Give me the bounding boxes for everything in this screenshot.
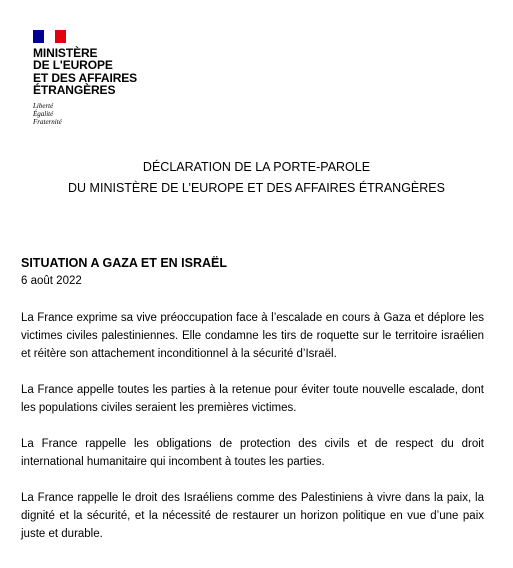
statement-paragraph: La France exprime sa vive préoccupation face à l’escalade en cours à Gaza et déplore les victimes civiles palestiniennes. Elle condamne les tirs de roquette sur le territoire israélien et réitère son attachement inconditionnel à la sécurité d’Israël. bbox=[21, 312, 484, 360]
motto-line: Égalité bbox=[33, 109, 54, 118]
ministry-logo bbox=[33, 30, 137, 126]
republic-motto bbox=[33, 102, 137, 126]
declaration-heading-line: DÉCLARATION DE LA PORTE-PAROLE bbox=[142, 160, 371, 174]
flag-blue-stripe bbox=[33, 30, 44, 43]
french-flag-icon bbox=[33, 30, 66, 43]
ministry-name-line: MINISTÈRE bbox=[33, 46, 98, 60]
statement-paragraph: La France rappelle le droit des Israéliens comme des Palestiniens à vivre dans la paix, la dignité et la sécurité, et la nécessité de restaurer un horizon politique en vue d’une paix juste et durable. bbox=[21, 492, 484, 540]
flag-white-stripe bbox=[44, 30, 55, 43]
ministry-name bbox=[33, 47, 137, 97]
ministry-name-line: DE L'EUROPE bbox=[33, 58, 113, 73]
motto-line: Fraternité bbox=[33, 117, 62, 126]
ministry-name-line: ET DES AFFAIRES bbox=[33, 70, 138, 85]
statement-title: SITUATION A GAZA ET EN ISRAËL bbox=[21, 256, 228, 270]
statement-body bbox=[21, 309, 484, 561]
statement-paragraph: La France rappelle les obligations de protection des civils et de respect du droit international humanitaire qui incombent à toutes les parties. bbox=[21, 438, 484, 468]
declaration-heading-line: DU MINISTÈRE DE L’EUROPE ET DES AFFAIRES ÉTRANGÈRES bbox=[68, 181, 445, 195]
motto-line: Liberté bbox=[33, 101, 54, 110]
flag-red-stripe bbox=[55, 30, 66, 43]
ministry-name-line: ÉTRANGÈRES bbox=[33, 83, 116, 98]
statement-date: 6 août 2022 bbox=[21, 275, 82, 287]
statement-paragraph: La France appelle toutes les parties à la retenue pour éviter toute nouvelle escalade, dont les populations civiles seraient les premières victimes. bbox=[21, 384, 484, 414]
declaration-heading bbox=[0, 157, 513, 199]
